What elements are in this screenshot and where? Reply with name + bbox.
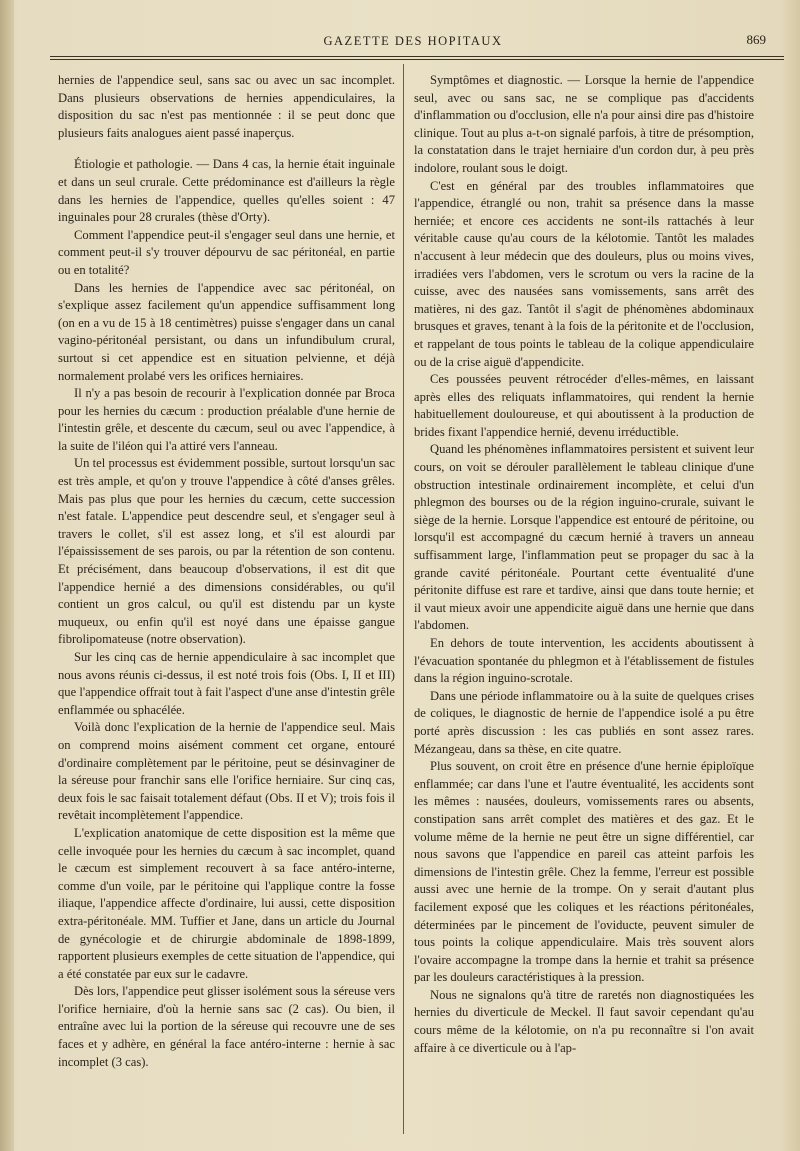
paragraph: Voilà donc l'explication de la hernie de l'appendice seul. Mais on comprend moins aisément comment cet organe, entouré d'ordinaire complètement par le péritoine, peut se désinvaginer de la séreuse pour franchir sans elle l'orifice herniaire. Sur cinq cas, deux fois le sac faisait totalement défaut (Obs. II et V); trois fois il revêtait incomplètement l'appendice. [58, 720, 395, 823]
paragraph: Plus souvent, on croit être en présence d'une hernie épiploïque enflammée; car dans l'une et l'autre éventualité, les accidents sont les mêmes : nausées, douleurs, vomissements rares ou absents, constipation sans arrêt complet des matières et des gaz. Et le volume même de la hernie ne peut être un signe différentiel, car nous savons que l'appendice en pareil cas atteint parfois les dimensions de l'intestin grêle. Chez la femme, l'erreur est possible aussi avec une hernie de la trompe. On y serait d'autant plus facilement exposé que les coliques et les réactions péritonéales, déterminées par le pincement de l'oviducte, peuvent simuler de tous points la colique appendiculaire. Mais très souvent alors l'ovaire accompagne la trompe dans la hernie et trahit sa présence par les douleurs caractéristiques à la pression. [414, 759, 754, 985]
paragraph: Ces poussées peuvent rétrocéder d'elles-mêmes, en laissant après elles des reliquats inflammatoires, qui rendent la hernie habituellement douloureuse, et qui aboutissent à la production de brides fixant l'appendice hernié, devenu irréductible. [414, 372, 754, 439]
paragraph: L'explication anatomique de cette disposition est la même que celle invoquée pour les hernies du cæcum à sac incomplet, quand le cæcum est simplement recouvert à sa face antéro-interne, comme d'un voile, par le péritoine qui l'applique contre la fosse iliaque, l'appendice affecte d'ordinaire, lui aussi, cette disposition extra-péritonéale. MM. Tuffier et Jane, dans un article du Journal de gynécologie et de chirurgie abdominale de 1898-1899, rapportent plusieurs exemples de cette situation de l'appendice, qui a été constatée par eux sur le cadavre. [58, 825, 395, 981]
paragraph: Dans les hernies de l'appendice avec sac péritonéal, on s'explique assez facilement qu'un appendice suffisamment long (on en a vu de 15 à 18 centimètres) puisse s'engager dans un canal vagino-péritonéal persistant, ou dans un infundibulum crural, surtout si cet appendice est en situation pelvienne, et déjà normalement prolabé vers les orifices herniaires. [58, 280, 395, 383]
paragraph: Quand les phénomènes inflammatoires persistent et suivent leur cours, on voit se dérouler parallèlement le tableau clinique d'une obstruction intestinale ordinairement incomplète, et celui d'un phlegmon des bourses ou de la région inguino-crurale, suivant le siège de la hernie. Lorsque l'appendice est entouré de péritoine, ou lorsqu'il est accompagné du cæcum hernié à travers un anneau suffisamment large, l'inflammation peut se propager du sac à la grande cavité péritonéale. Pourtant cette éventualité d'une péritonite diffuse est rare et tardive, ainsi que dans toute hernie; et il vaut mieux avoir une appendicite aiguë dans une hernie que dans l'abdomen. [414, 442, 754, 633]
page-binding-edge [0, 0, 14, 1151]
paragraph: C'est en général par des troubles inflammatoires que l'appendice, étranglé ou non, trahit sa présence dans la masse herniée; et encore ces accidents ne sont-ils rattachés à leur véritable cause qu'au cours de la kélotomie. Tantôt les malades n'accusent à leur médecin que des douleurs, plus ou moins vives, irradiées vers l'abdomen, vers le scrotum ou vers la racine de la cuisse, avec des nausées sans vomissements, sans arrêt des matières, ni des gaz. Tantôt il s'agit de phénomènes abdominaux brusques et graves, tenant à la fois de la péritonite et de l'occlusion, et rappelant de tous points le tableau de la colique appendiculaire ou de la crise aiguë d'appendicite. [414, 178, 754, 369]
page-header [50, 30, 776, 54]
paragraph: Sur les cinq cas de hernie appendiculaire à sac incomplet que nous avons réunis ci-dessus, il est noté trois fois (Obs. I, II et III) que l'appendice offrait tout à fait l'aspect d'une anse d'intestin grêle enflammée ou sphacélée. [58, 650, 395, 717]
section-paragraph-symptomes: Symptômes et diagnostic. — Lorsque la hernie de l'appendice seul, avec ou sans sac, ne se complique pas d'accidents d'inflammation ou d'occlusion, elle n'a pour ainsi dire pas d'histoire clinique. Tout au plus a-t-on signalé parfois, à titre de présomption, la constatation dans le trajet herniaire d'un cordon dur, à peu près indolore, roulant sous le doigt. [414, 73, 754, 175]
paragraph: Il n'y a pas besoin de recourir à l'explication donnée par Broca pour les hernies du cæcum : production préalable d'une hernie de l'intestin grêle, et descente du cæcum, seul ou avec l'appendice, à la suite de l'iléon qui l'a attiré vers l'anneau. [58, 386, 395, 453]
column-divider [403, 64, 404, 1134]
paragraph: Nous ne signalons qu'à titre de raretés non diagnostiquées les hernies du diverticule de Meckel. Il faut savoir cependant qu'au cours même de la kélotomie, on n'a pu reconnaître si l'on avait affaire à ce diverticule ou à l'ap- [414, 987, 754, 1055]
paragraph: Dans une période inflammatoire ou à la suite de quelques crises de coliques, le diagnostic de hernie de l'appendice isolé a pu être porté après discussion : les cas publiés en sont assez rares. Mézangeau, dans sa thèse, en cite quatre. [414, 688, 754, 756]
paragraph: Dès lors, l'appendice peut glisser isolément sous la séreuse vers l'orifice herniaire, d'où la hernie sans sac (2 cas). Ou bien, il entraîne avec lui la portion de la séreuse qui recouvre une de ses faces et y adhère, en général la face antéro-interne : hernie à sac incomplet (3 cas). [58, 984, 395, 1069]
page-number: 869 [746, 32, 766, 47]
section-paragraph-etiologie: Étiologie et pathologie. — Dans 4 cas, la hernie était inguinale et dans un seul crurale. Cette prédominance est d'ailleurs la règle dans les hernies de l'appendice, quelles qu'elles soient : 47 inguinales pour 28 crurales (thèse d'Orty). [58, 157, 395, 225]
running-title: GAZETTE DES HOPITAUX [323, 34, 503, 48]
paragraph: En dehors de toute intervention, les accidents aboutissent à l'évacuation spontanée du phlegmon et à l'établissement de fistules dans la région inguino-scrotale. [414, 636, 754, 686]
paragraph: hernies de l'appendice seul, sans sac ou avec un sac incomplet. Dans plusieurs observations de hernies appendiculaires, la disposition du sac n'est pas mentionnée : il se peut donc que plusieurs faits analogues aient passé inaperçus. [58, 73, 395, 140]
paragraph: Un tel processus est évidemment possible, surtout lorsqu'un sac est très ample, et qu'on y trouve l'appendice à côté d'anses grêles. Mais pas plus que pour les hernies du cæcum, cette succession n'est fatale. L'appendice peut descendre seul, et s'engager seul à travers le collet, s'il est assez long, et s'il est alourdi par l'épaississement de ses parois, ou par la rétention de son contenu. Et précisément, dans beaucoup d'observations, il est dit que l'appendice hernié a des dimensions considérables, ou qu'il contient un gros calcul, ou qu'il est distendu par un kyste muqueux, ou enfin qu'il est noyé dans une épaisse gangue fibrolipomateuse (notre observation). [58, 456, 395, 647]
header-rule [50, 56, 784, 57]
header-rule-double [50, 59, 784, 60]
left-column [58, 72, 395, 1071]
right-column [414, 72, 754, 1057]
paragraph: Comment l'appendice peut-il s'engager seul dans une hernie, et comment peut-il s'y trouver dépourvu de sac péritonéal, en partie ou en totalité? [58, 227, 395, 277]
